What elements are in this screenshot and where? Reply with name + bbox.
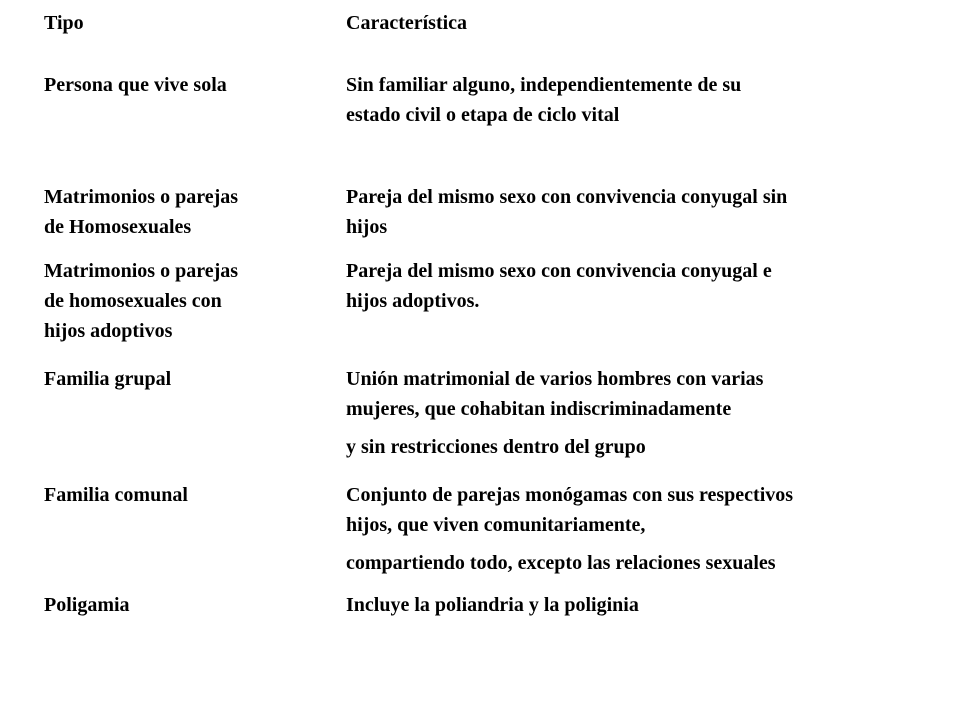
row-caracteristica-line: Unión matrimonial de varios hombres con varias bbox=[346, 368, 764, 390]
row-caracteristica-line: hijos bbox=[346, 216, 388, 238]
row-caracteristica bbox=[346, 70, 741, 130]
row-caracteristica bbox=[346, 182, 787, 242]
row-tipo-line: hijos adoptivos bbox=[44, 320, 173, 342]
header-tipo-label: Tipo bbox=[44, 12, 84, 34]
row-tipo-line: Matrimonios o parejas bbox=[44, 260, 239, 282]
row-tipo-line: Familia comunal bbox=[44, 484, 188, 506]
row-caracteristica-line: compartiendo todo, excepto las relaciones sexuales bbox=[346, 552, 776, 574]
row-caracteristica-line: Incluye la poliandria y la poliginia bbox=[346, 594, 639, 616]
row-caracteristica-line: hijos adoptivos. bbox=[346, 290, 480, 312]
row-tipo bbox=[44, 256, 238, 346]
header-tipo bbox=[44, 8, 84, 38]
row-tipo bbox=[44, 70, 227, 100]
row-tipo-line: Persona que vive sola bbox=[44, 74, 227, 96]
row-tipo-line: de homosexuales con bbox=[44, 290, 222, 312]
row-caracteristica-line: Conjunto de parejas monógamas con sus respectivos bbox=[346, 484, 794, 506]
header-caracteristica-label: Característica bbox=[346, 12, 468, 34]
row-caracteristica-line: mujeres, que cohabitan indiscriminadamente bbox=[346, 398, 732, 420]
row-tipo-line: Poligamia bbox=[44, 594, 130, 616]
row-caracteristica bbox=[346, 256, 772, 316]
row-caracteristica bbox=[346, 590, 639, 620]
row-tipo bbox=[44, 590, 130, 620]
row-tipo-line: de Homosexuales bbox=[44, 216, 192, 238]
row-caracteristica-line: estado civil o etapa de ciclo vital bbox=[346, 104, 620, 126]
row-tipo-line: Matrimonios o parejas bbox=[44, 186, 239, 208]
row-caracteristica-line: y sin restricciones dentro del grupo bbox=[346, 436, 646, 458]
row-tipo bbox=[44, 182, 238, 242]
row-caracteristica-line: Sin familiar alguno, independientemente de su bbox=[346, 74, 742, 96]
row-tipo-line: Familia grupal bbox=[44, 368, 172, 390]
row-caracteristica-line: hijos, que viven comunitariamente, bbox=[346, 514, 646, 536]
row-tipo bbox=[44, 364, 171, 394]
row-caracteristica-line: Pareja del mismo sexo con convivencia conyugal e bbox=[346, 260, 772, 282]
row-caracteristica bbox=[346, 364, 763, 462]
row-caracteristica bbox=[346, 480, 793, 578]
row-tipo bbox=[44, 480, 188, 510]
header-caracteristica bbox=[346, 8, 467, 38]
row-caracteristica-line: Pareja del mismo sexo con convivencia conyugal sin bbox=[346, 186, 788, 208]
